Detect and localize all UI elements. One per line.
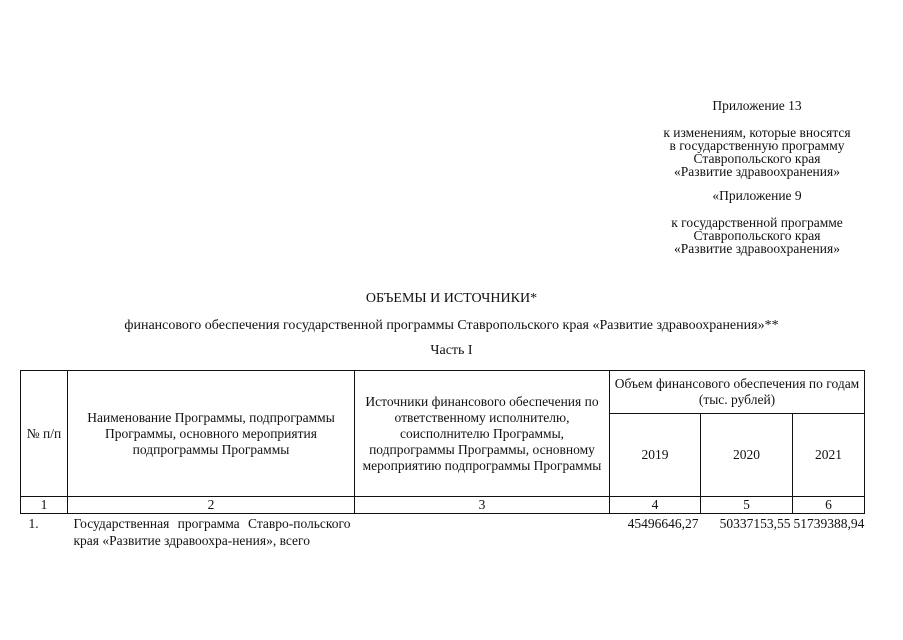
document-subtitle: финансового обеспечения государственной программы Ставропольского края «Развитие здравоохранения»** xyxy=(124,318,779,333)
col-header-volume: Объем финансового обеспечения по годам (тыс. рублей) xyxy=(610,371,865,414)
part-label: Часть I xyxy=(430,343,473,358)
changes-line: к изменениям, которые вносятся xyxy=(663,125,851,140)
program-line: к государственной программе xyxy=(671,215,843,230)
column-number: 2 xyxy=(68,497,355,514)
col-header-year: 2021 xyxy=(793,414,865,497)
program-line: Ставропольского края xyxy=(693,228,821,243)
changes-line: в государственную программу xyxy=(669,138,845,153)
appendix-9-title: «Приложение 9 xyxy=(712,188,802,203)
document-title: ОБЪЕМЫ И ИСТОЧНИКИ* xyxy=(365,291,538,306)
col-header-number: № п/п xyxy=(21,371,68,497)
appendix-9-label xyxy=(630,189,884,202)
col-header-year: 2020 xyxy=(701,414,793,497)
column-number: 5 xyxy=(701,497,793,514)
program-line: «Развитие здравоохранения» xyxy=(674,241,840,256)
appendix-13-label xyxy=(630,99,884,112)
row-value-2021: 51739388,94 xyxy=(793,516,865,531)
col-header-sources: Источники финансового обеспечения по ответственному исполнителю, соисполнителю Программы, подпрограммы Программы, основному мероприятию подпрограммы Программы xyxy=(355,371,610,497)
changes-reference xyxy=(630,126,884,178)
column-number: 6 xyxy=(793,497,865,514)
column-number: 4 xyxy=(610,497,701,514)
row-source xyxy=(355,514,610,551)
program-reference xyxy=(630,216,884,255)
changes-line: Ставропольского края xyxy=(693,151,821,166)
header-row xyxy=(21,371,865,414)
row-index: 1. xyxy=(28,516,39,531)
appendix-13-title: Приложение 13 xyxy=(712,98,802,113)
col-header-name: Наименование Программы, подпрограммы Программы, основного мероприятия подпрограммы Программы xyxy=(68,371,355,497)
col-header-year: 2019 xyxy=(610,414,701,497)
row-value-2020: 50337153,55 xyxy=(719,516,791,531)
table-row xyxy=(21,514,865,551)
row-value-2019: 45496646,27 xyxy=(627,516,699,531)
financing-table xyxy=(20,370,865,550)
row-program-name: Государственная программа Ставро-польского края «Развитие здравоохра-нения», всего xyxy=(73,516,351,548)
column-number-row xyxy=(21,497,865,514)
changes-line: «Развитие здравоохранения» xyxy=(674,164,840,179)
column-number: 1 xyxy=(21,497,68,514)
column-number: 3 xyxy=(355,497,610,514)
